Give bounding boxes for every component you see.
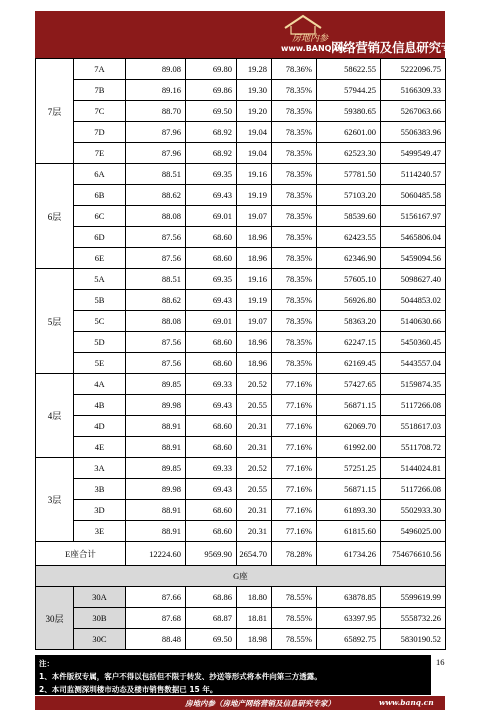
shared-cell: 19.20 (237, 101, 272, 122)
total-cell: 5518617.03 (381, 416, 446, 437)
total-cell: 5830190.52 (381, 629, 446, 650)
shared-cell: 19.07 (237, 311, 272, 332)
inner-cell: 69.35 (186, 164, 237, 185)
rate-cell: 77.16% (272, 395, 317, 416)
brand-url: www.BANQ.cn (281, 44, 345, 53)
price-cell: 61893.30 (317, 500, 381, 521)
rate-cell: 78.35% (272, 269, 317, 290)
shared-cell: 20.31 (237, 416, 272, 437)
unit-cell: 6E (74, 248, 126, 269)
inner-cell: 69.43 (186, 185, 237, 206)
total-cell: 5459094.56 (381, 248, 446, 269)
price-cell: 57103.20 (317, 185, 381, 206)
rate-cell: 77.16% (272, 437, 317, 458)
table-row (36, 227, 446, 248)
shared-cell: 18.80 (237, 587, 272, 608)
area-cell: 89.85 (126, 374, 186, 395)
total-cell: 5144024.81 (381, 458, 446, 479)
shared-cell: 20.31 (237, 500, 272, 521)
unit-cell: 3B (74, 479, 126, 500)
rate-cell: 77.16% (272, 374, 317, 395)
inner-cell: 68.60 (186, 416, 237, 437)
area-cell: 88.08 (126, 206, 186, 227)
area-cell: 88.91 (126, 416, 186, 437)
floor-label: 7层 (36, 59, 74, 164)
total-cell: 5511708.72 (381, 437, 446, 458)
footer-banner (35, 696, 445, 710)
page-number: 16 (436, 657, 445, 667)
area-cell: 88.51 (126, 164, 186, 185)
total-cell: 5117266.08 (381, 395, 446, 416)
rate-cell: 78.35% (272, 122, 317, 143)
rate-cell: 78.35% (272, 311, 317, 332)
table-row (36, 332, 446, 353)
table-row (36, 80, 446, 101)
price-cell: 62247.15 (317, 332, 381, 353)
shared-cell: 19.30 (237, 80, 272, 101)
area-cell: 87.96 (126, 143, 186, 164)
inner-cell: 69.43 (186, 290, 237, 311)
area-cell: 88.62 (126, 290, 186, 311)
header-banner (35, 11, 466, 58)
price-cell: 62423.55 (317, 227, 381, 248)
rate-cell: 78.35% (272, 164, 317, 185)
shared-cell: 19.16 (237, 164, 272, 185)
rate-cell: 78.35% (272, 332, 317, 353)
inner-cell: 68.60 (186, 227, 237, 248)
shared-cell: 19.04 (237, 143, 272, 164)
table-row (36, 311, 446, 332)
shared-cell: 19.04 (237, 122, 272, 143)
floor-label: 6层 (36, 164, 74, 269)
inner-cell: 69.50 (186, 629, 237, 650)
area-cell: 89.08 (126, 59, 186, 80)
unit-cell: 6A (74, 164, 126, 185)
price-cell: 56871.15 (317, 479, 381, 500)
total-cell: 5114240.57 (381, 164, 446, 185)
table-row (36, 353, 446, 374)
table-row (36, 269, 446, 290)
price-cell: 62601.00 (317, 122, 381, 143)
table-row (36, 122, 446, 143)
total-cell: 5502933.30 (381, 500, 446, 521)
inner-cell: 68.92 (186, 122, 237, 143)
floor-label: 3层 (36, 458, 74, 542)
brand-name: 房地内参 (292, 34, 329, 44)
price-cell: 57944.25 (317, 80, 381, 101)
rate-cell: 78.35% (272, 185, 317, 206)
area-cell: 87.56 (126, 353, 186, 374)
rate-cell: 77.16% (272, 416, 317, 437)
rate-cell: 77.16% (272, 479, 317, 500)
total-cell: 5450360.45 (381, 332, 446, 353)
unit-cell: 4E (74, 437, 126, 458)
inner-cell: 69.43 (186, 479, 237, 500)
unit-cell: 30C (74, 629, 126, 650)
area-cell: 87.56 (126, 248, 186, 269)
price-cell: 62346.90 (317, 248, 381, 269)
price-cell: 56871.15 (317, 395, 381, 416)
inner-cell: 69.01 (186, 311, 237, 332)
area-cell: 88.08 (126, 311, 186, 332)
unit-cell: 6D (74, 227, 126, 248)
total-cell: 5166309.33 (381, 80, 446, 101)
table-row (36, 101, 446, 122)
inner-cell: 68.60 (186, 437, 237, 458)
total-cell: 5060485.58 (381, 185, 446, 206)
table-row (36, 479, 446, 500)
area-cell: 87.96 (126, 122, 186, 143)
total-cell: 5044853.02 (381, 290, 446, 311)
unit-cell: 7C (74, 101, 126, 122)
notes-line-2: 2、本司监测深圳楼市动态及楼市销售数据已 15 年。 (39, 685, 218, 694)
table-row (36, 164, 446, 185)
price-cell: 63397.95 (317, 608, 381, 629)
shared-cell: 20.31 (237, 521, 272, 542)
shared-cell: 18.96 (237, 353, 272, 374)
shared-cell: 18.96 (237, 332, 272, 353)
inner-cell: 68.87 (186, 608, 237, 629)
rate-cell: 77.16% (272, 458, 317, 479)
total-inner-cell: 9569.90 (186, 542, 237, 566)
table-row (36, 416, 446, 437)
rate-cell: 78.35% (272, 248, 317, 269)
price-cell: 65892.75 (317, 629, 381, 650)
area-cell: 88.91 (126, 437, 186, 458)
shared-cell: 19.19 (237, 185, 272, 206)
area-cell: 88.91 (126, 500, 186, 521)
inner-cell: 69.33 (186, 374, 237, 395)
rate-cell: 78.55% (272, 629, 317, 650)
total-cell: 5465806.04 (381, 227, 446, 248)
floor-label: 5层 (36, 269, 74, 374)
section-row (36, 566, 446, 587)
shared-cell: 19.07 (237, 206, 272, 227)
floor-label: 4层 (36, 374, 74, 458)
inner-cell: 69.50 (186, 101, 237, 122)
price-cell: 62069.70 (317, 416, 381, 437)
area-cell: 87.66 (126, 587, 186, 608)
total-shared-cell: 2654.70 (237, 542, 272, 566)
inner-cell: 68.92 (186, 143, 237, 164)
shared-cell: 20.52 (237, 458, 272, 479)
price-cell: 58622.55 (317, 59, 381, 80)
rate-cell: 78.35% (272, 101, 317, 122)
rate-cell: 78.35% (272, 143, 317, 164)
shared-cell: 18.81 (237, 608, 272, 629)
inner-cell: 68.60 (186, 353, 237, 374)
total-cell: 5506383.96 (381, 122, 446, 143)
table-row (36, 587, 446, 608)
brand-title: 网络营销及信息研究专家 (331, 40, 466, 55)
rate-cell: 78.55% (272, 608, 317, 629)
inner-cell: 68.60 (186, 248, 237, 269)
total-cell: 5156167.97 (381, 206, 446, 227)
inner-cell: 69.86 (186, 80, 237, 101)
area-cell: 88.51 (126, 269, 186, 290)
price-cell: 59380.65 (317, 101, 381, 122)
inner-cell: 68.60 (186, 521, 237, 542)
total-total-cell: 754676610.56 (381, 542, 446, 566)
price-cell: 61815.60 (317, 521, 381, 542)
unit-cell: 5A (74, 269, 126, 290)
unit-cell: 3E (74, 521, 126, 542)
section-title: G座 (36, 566, 446, 587)
price-cell: 63878.85 (317, 587, 381, 608)
unit-cell: 3A (74, 458, 126, 479)
total-row (36, 542, 446, 566)
unit-cell: 7A (74, 59, 126, 80)
table-row (36, 143, 446, 164)
total-area-cell: 12224.60 (126, 542, 186, 566)
price-cell: 58539.60 (317, 206, 381, 227)
shared-cell: 20.55 (237, 395, 272, 416)
table-row (36, 248, 446, 269)
rate-cell: 78.35% (272, 353, 317, 374)
area-cell: 89.85 (126, 458, 186, 479)
total-cell: 5267063.66 (381, 101, 446, 122)
shared-cell: 18.96 (237, 227, 272, 248)
table-row (36, 521, 446, 542)
unit-price-table (35, 58, 446, 650)
unit-cell: 7B (74, 80, 126, 101)
total-rate-cell: 78.28% (272, 542, 317, 566)
shared-cell: 19.16 (237, 269, 272, 290)
rate-cell: 77.16% (272, 521, 317, 542)
unit-cell: 3D (74, 500, 126, 521)
table-row (36, 374, 446, 395)
shared-cell: 20.55 (237, 479, 272, 500)
unit-cell: 4B (74, 395, 126, 416)
price-cell: 57251.25 (317, 458, 381, 479)
unit-cell: 7D (74, 122, 126, 143)
rate-cell: 78.35% (272, 227, 317, 248)
area-cell: 89.98 (126, 479, 186, 500)
total-cell: 5496025.00 (381, 521, 446, 542)
inner-cell: 68.60 (186, 332, 237, 353)
table-row (36, 59, 446, 80)
shared-cell: 20.31 (237, 437, 272, 458)
rate-cell: 78.55% (272, 587, 317, 608)
total-cell: 5499549.47 (381, 143, 446, 164)
price-cell: 62169.45 (317, 353, 381, 374)
unit-cell: 7E (74, 143, 126, 164)
total-cell: 5558732.26 (381, 608, 446, 629)
area-cell: 87.56 (126, 227, 186, 248)
area-cell: 88.48 (126, 629, 186, 650)
total-price-cell: 61734.26 (317, 542, 381, 566)
price-cell: 58363.20 (317, 311, 381, 332)
inner-cell: 69.33 (186, 458, 237, 479)
area-cell: 89.98 (126, 395, 186, 416)
inner-cell: 68.60 (186, 500, 237, 521)
unit-cell: 5E (74, 353, 126, 374)
total-cell: 5599619.99 (381, 587, 446, 608)
table-row (36, 395, 446, 416)
shared-cell: 19.28 (237, 59, 272, 80)
unit-cell: 4A (74, 374, 126, 395)
footer-url: www.banq.cn (379, 698, 434, 707)
table-row (36, 608, 446, 629)
price-cell: 56926.80 (317, 290, 381, 311)
shared-cell: 20.52 (237, 374, 272, 395)
unit-cell: 4D (74, 416, 126, 437)
table-row (36, 437, 446, 458)
table-row (36, 206, 446, 227)
area-cell: 88.70 (126, 101, 186, 122)
inner-cell: 69.43 (186, 395, 237, 416)
rate-cell: 78.35% (272, 290, 317, 311)
rate-cell: 78.35% (272, 206, 317, 227)
area-cell: 87.56 (126, 332, 186, 353)
total-cell: 5117266.08 (381, 479, 446, 500)
total-cell: 5222096.75 (381, 59, 446, 80)
price-cell: 61992.00 (317, 437, 381, 458)
table-row (36, 290, 446, 311)
area-cell: 88.91 (126, 521, 186, 542)
rate-cell: 78.35% (272, 80, 317, 101)
total-cell: 5098627.40 (381, 269, 446, 290)
table-row (36, 185, 446, 206)
notes-box (35, 655, 431, 695)
inner-cell: 69.35 (186, 269, 237, 290)
price-cell: 62523.30 (317, 143, 381, 164)
area-cell: 88.62 (126, 185, 186, 206)
table-row (36, 458, 446, 479)
notes-heading: 注： (39, 659, 54, 668)
total-cell: 5443557.04 (381, 353, 446, 374)
inner-cell: 68.86 (186, 587, 237, 608)
price-cell: 57781.50 (317, 164, 381, 185)
total-cell: 5159874.35 (381, 374, 446, 395)
floor-label: 30层 (36, 587, 74, 650)
table-row (36, 500, 446, 521)
inner-cell: 69.01 (186, 206, 237, 227)
notes-line-1: 1、本件版权专属，客户不得以包括但不限于转发、抄送等形式将本件向第三方透露。 (39, 672, 322, 681)
rate-cell: 77.16% (272, 500, 317, 521)
area-cell: 89.16 (126, 80, 186, 101)
inner-cell: 69.80 (186, 59, 237, 80)
table-row (36, 629, 446, 650)
total-label: E座合计 (36, 542, 126, 566)
unit-cell: 5B (74, 290, 126, 311)
area-cell: 87.68 (126, 608, 186, 629)
unit-cell: 30A (74, 587, 126, 608)
unit-cell: 6C (74, 206, 126, 227)
unit-cell: 5D (74, 332, 126, 353)
shared-cell: 18.98 (237, 629, 272, 650)
rate-cell: 78.36% (272, 59, 317, 80)
unit-cell: 6B (74, 185, 126, 206)
price-cell: 57427.65 (317, 374, 381, 395)
shared-cell: 19.19 (237, 290, 272, 311)
price-cell: 57605.10 (317, 269, 381, 290)
footer-brand: 房地内参（房地产网络营销及信息研究专家） (185, 699, 335, 708)
unit-cell: 30B (74, 608, 126, 629)
shared-cell: 18.96 (237, 248, 272, 269)
total-cell: 5140630.66 (381, 311, 446, 332)
unit-cell: 5C (74, 311, 126, 332)
